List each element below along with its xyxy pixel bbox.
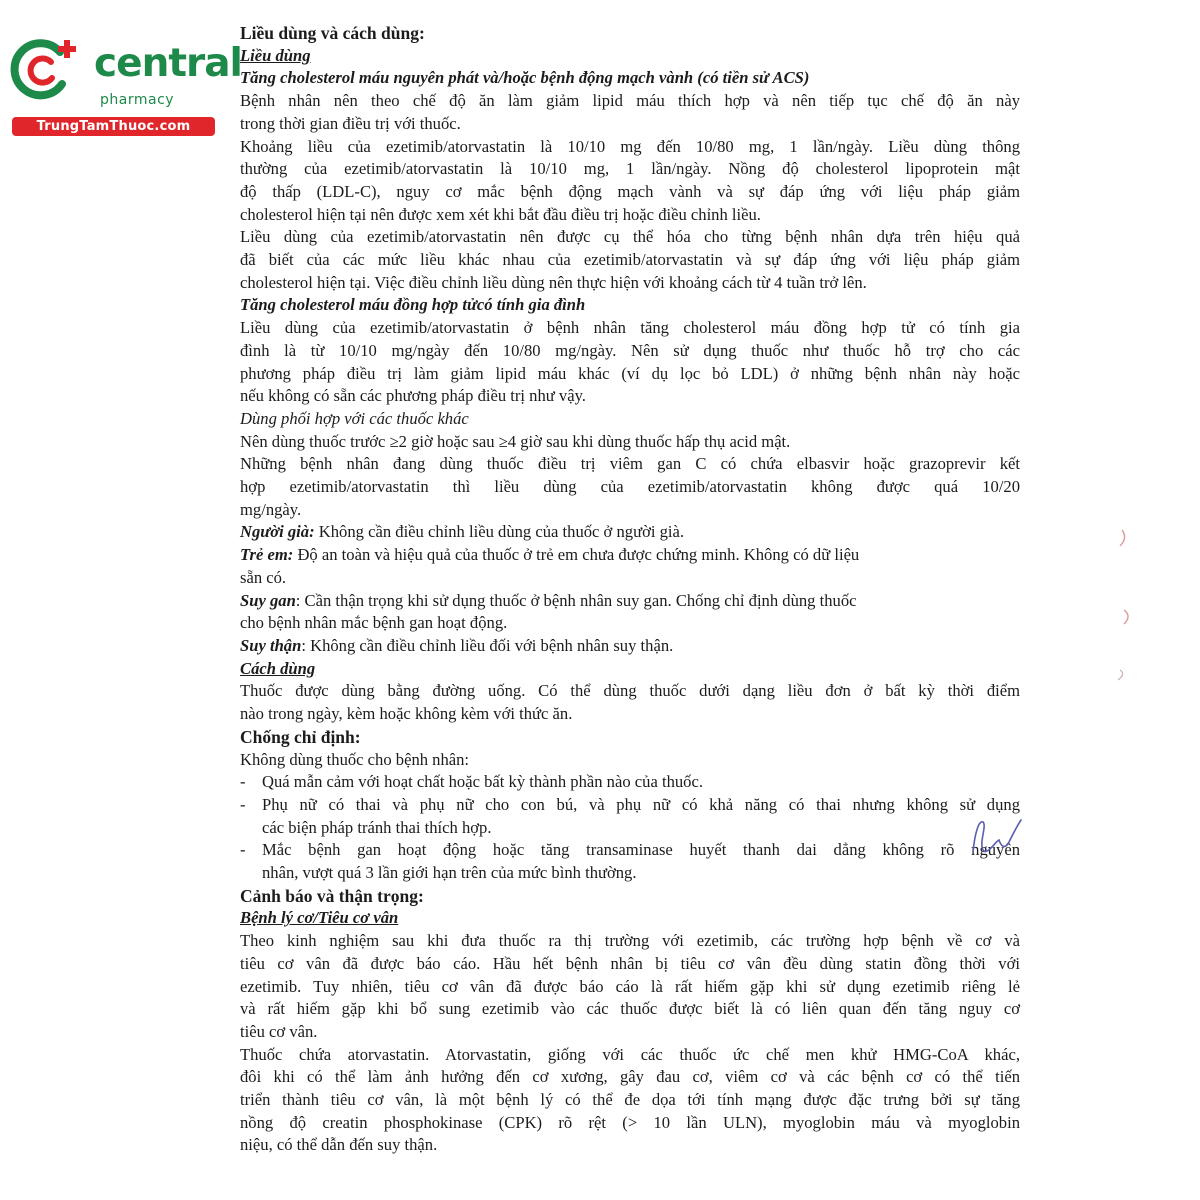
brand-site: TrungTamThuoc.com — [12, 117, 215, 136]
bullet-line: Quá mẫn cảm với hoạt chất hoặc bất kỳ thành phần nào của thuốc. — [262, 772, 703, 792]
section-title-dosage-usage: Liều dùng và cách dùng: — [240, 23, 425, 43]
hepatic-text-cont: cho bệnh nhân mắc bệnh gan hoạt động. — [240, 613, 508, 633]
brand-name: central — [94, 41, 242, 86]
brand-logo — [10, 36, 242, 136]
paragraph-line: triển thành tiêu cơ vân, là một bệnh lý có thể đe dọa tới tính mạng được đặc trưng bởi sự tăng — [240, 1090, 1020, 1110]
paragraph-line: Nên dùng thuốc trước ≥2 giờ hoặc sau ≥4 giờ sau khi dùng thuốc hấp thụ acid mật. — [240, 431, 791, 451]
bullet-line: các biện pháp tránh thai thích hợp. — [262, 817, 492, 837]
paragraph-line: nồng độ creatin phosphokinase (CPK) rõ rệt (> 10 lần ULN), myoglobin máu và myoglobin — [240, 1112, 1020, 1132]
paragraph-line: đình là từ 10/10 mg/ngày đến 10/80 mg/ngày. Nên sử dụng thuốc như thuốc hỗ trợ cho các — [240, 340, 1020, 360]
heading-contraindications: Chống chỉ định: — [240, 726, 361, 747]
children-label: Trẻ em: — [240, 545, 294, 565]
hepatic-text: : Cần thận trọng khi sử dụng thuốc ở bệnh nhân suy gan. Chống chỉ định dùng thuốc — [295, 590, 857, 610]
paragraph-line: phương pháp điều trị làm giảm lipid máu khác (ví dụ lọc bỏ LDL) ở những bệnh nhân này hoặc — [240, 363, 1020, 383]
renal-label: Suy thận — [240, 635, 302, 655]
elderly-row — [240, 521, 1020, 544]
paragraph-line: ezetimib. Tuy nhiên, tiêu cơ vân đã được báo cáo là rất hiếm gặp khi sử dụng ezetimib riêng lẻ — [240, 976, 1020, 996]
paragraph-line: hợp ezetimib/atorvastatin thì liều dùng của ezetimib/atorvastatin không được quá 10/20 — [240, 477, 1020, 497]
hepatic-row — [240, 590, 1020, 613]
document-body — [240, 22, 1020, 1157]
contraindication-item — [240, 794, 1020, 839]
subheading-myopathy: Bệnh lý cơ/Tiêu cơ vân — [240, 908, 399, 928]
contraindications-intro: Không dùng thuốc cho bệnh nhân: — [240, 749, 470, 769]
bullet-dash: - — [240, 772, 246, 792]
brand-subtitle: pharmacy — [100, 92, 175, 108]
paragraph-line: Liều dùng của ezetimib/atorvastatin nên được cụ thể hóa cho từng bệnh nhân dựa trên hiệu quả — [240, 227, 1020, 247]
subheading-primary-hypercholesterolemia: Tăng cholesterol máu nguyên phát và/hoặc bệnh động mạch vành (có tiền sử ACS) — [240, 68, 810, 88]
paragraph-line: trong thời gian điều trị với thuốc. — [240, 113, 461, 133]
paragraph-line: tiêu cơ vân đã được báo cáo. Hầu hết bệnh nhân bị tiêu cơ vân đều dùng statin đồng thời với — [240, 953, 1020, 973]
handwritten-initial-icon — [965, 812, 1025, 860]
paragraph-line: độ thấp (LDL-C), nguy cơ mắc bệnh động mạch vành và sự đáp ứng với liệu pháp giảm — [240, 181, 1020, 201]
renal-text: : Không cần điều chỉnh liều đối với bệnh nhân suy thận. — [301, 635, 674, 655]
paragraph-line: thường của ezetimib/atorvastatin là 10/10 mg, 1 lần/ngày. Nồng độ cholesterol lipoprotein mật — [240, 159, 1020, 179]
bullet-dash: - — [240, 794, 246, 814]
contraindication-item — [240, 771, 1020, 794]
bullet-line: nhân, vượt quá 3 lần giới hạn trên của mức bình thường. — [262, 863, 637, 883]
paragraph-line: Thuốc được dùng bằng đường uống. Có thể dùng thuốc dưới dạng liều đơn ở bất kỳ thời điểm — [240, 681, 1020, 701]
paragraph-line: Khoảng liều của ezetimib/atorvastatin là 10/10 mg đến 10/80 mg, 1 lần/ngày. Liều dùng thông — [240, 136, 1020, 156]
heading-warnings: Cảnh báo và thận trọng: — [240, 885, 424, 906]
bullet-line: Mắc bệnh gan hoạt động hoặc tăng transaminase huyết thanh dai dẳng không rõ nguyên — [262, 840, 1020, 860]
paragraph-line: Theo kinh nghiệm sau khi đưa thuốc ra thị trường với ezetimib, các trường hợp bệnh về cơ và — [240, 931, 1020, 951]
paragraph-line: mg/ngày. — [240, 499, 302, 519]
elderly-text: Không cần điều chỉnh liều dùng của thuốc ở người già. — [314, 522, 685, 542]
scan-artifact-icon — [1100, 520, 1140, 690]
paragraph-line: nếu không có sẵn các phương pháp điều trị như vậy. — [240, 386, 586, 406]
bullet-dash: - — [240, 840, 246, 860]
paragraph-line: niệu, có thể dẫn đến suy thận. — [240, 1135, 438, 1155]
children-row — [240, 544, 1020, 567]
contraindication-item — [240, 839, 1020, 884]
paragraph-line: Những bệnh nhân đang dùng thuốc điều trị viêm gan C có chứa elbasvir hoặc grazoprevir kết — [240, 454, 1020, 474]
paragraph-line: đã biết của các mức liều khác nhau của ezetimib/atorvastatin và sự đáp ứng với liệu pháp giảm — [240, 250, 1020, 270]
paragraph-line: Thuốc chứa atorvastatin. Atorvastatin, giống với các thuốc ức chế men khử HMG-CoA khác, — [240, 1044, 1020, 1064]
heading-dosage: Liều dùng — [240, 45, 311, 65]
paragraph-line: cholesterol hiện tại. Việc điều chỉnh liều dùng nên thực hiện với khoảng cách từ 4 tuần trở lên. — [240, 272, 867, 292]
paragraph-line: và rất hiếm gặp khi bổ sung ezetimib vào các thuốc được biết là có liên quan đến tăng nguy cơ — [240, 999, 1020, 1019]
paragraph-line: nào trong ngày, kèm hoặc không kèm với thức ăn. — [240, 704, 573, 724]
paragraph-line: cholesterol hiện tại nên được xem xét khi bắt đầu điều trị hoặc điều chỉnh liều. — [240, 204, 761, 224]
paragraph-line: đôi khi có thể làm ảnh hưởng đến cơ xương, gây đau cơ, viêm cơ và các bệnh cơ có thể tiến — [240, 1067, 1020, 1087]
paragraph-line: Bệnh nhân nên theo chế độ ăn làm giảm lipid máu thích hợp và nên tiếp tục chế độ ăn này — [240, 91, 1020, 111]
subheading-coadministration: Dùng phối hợp với các thuốc khác — [240, 408, 469, 428]
heading-administration: Cách dùng — [240, 658, 316, 678]
hepatic-label: Suy gan — [240, 590, 296, 610]
paragraph-line: Liều dùng của ezetimib/atorvastatin ở bệnh nhân tăng cholesterol máu đồng hợp tử có tính gia — [240, 318, 1020, 338]
bullet-line: Phụ nữ có thai và phụ nữ cho con bú, và phụ nữ có khả năng có thai nhưng không sử dụng — [262, 794, 1020, 814]
renal-row — [240, 635, 1020, 658]
elderly-label: Người già: — [240, 522, 315, 542]
subheading-familial-hypercholesterolemia: Tăng cholesterol máu đồng hợp tửcó tính gia đình — [240, 295, 586, 315]
children-text: Độ an toàn và hiệu quả của thuốc ở trẻ em chưa được chứng minh. Không có dữ liệu — [293, 545, 860, 565]
central-pharmacy-logo-icon — [10, 38, 80, 100]
paragraph-line: tiêu cơ vân. — [240, 1021, 318, 1041]
children-text-cont: sẵn có. — [240, 567, 287, 587]
